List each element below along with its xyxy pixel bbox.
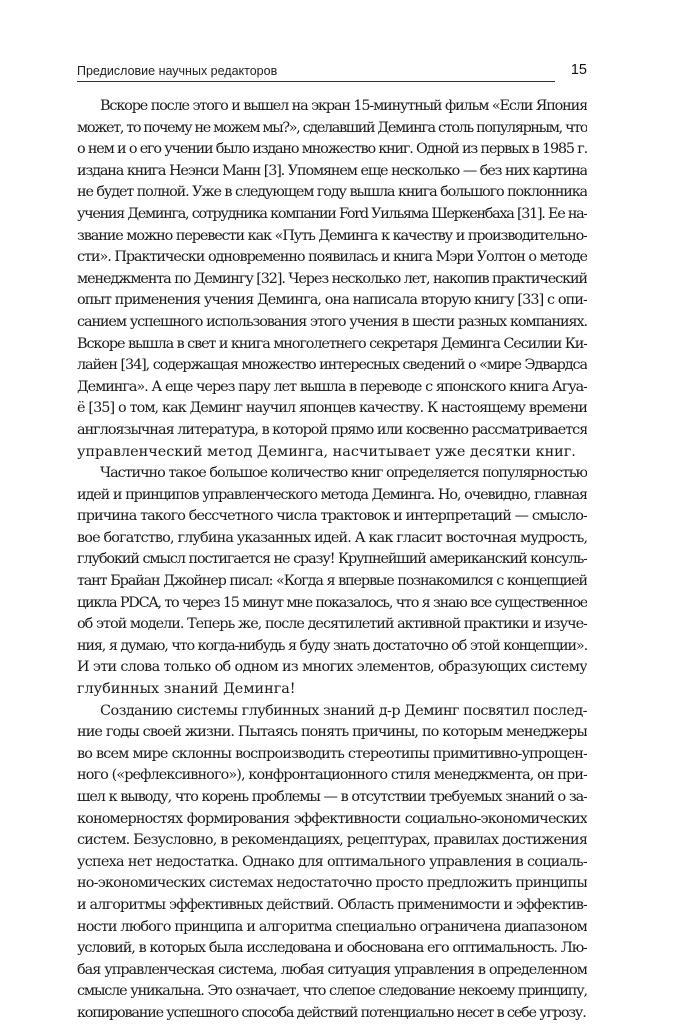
body-text <box>77 96 587 1025</box>
text-line: учения Деминга, сотрудника компании Ford Уильяма Шеркенбаха [31]. Ее на- <box>77 205 587 222</box>
text-line: ного («рефлексивного»), конфронтационного стиля менеджмента, он при- <box>77 767 587 784</box>
text-line: Деминга». А еще через пару лет вышла в переводе с японского книга Агуа- <box>77 378 587 395</box>
text-line: кономерностях формирования эффективности социально-экономических <box>77 810 587 827</box>
text-line: копирование успешного способа действий потенциально несет в себе угрозу. <box>77 1004 586 1021</box>
text-line: шел к выводу, что корень проблемы — в отсутствии требуемых знаний о за- <box>77 789 587 805</box>
text-line: санием успешного использования этого учения в шести разных компаниях. <box>77 313 587 330</box>
text-line: бая управленческая система, любая ситуация управления в определенном <box>77 961 587 978</box>
paragraph <box>77 463 587 701</box>
text-line: о нем и о его учении было издано множество книг. Одной из первых в 1985 г. <box>77 141 587 158</box>
text-line: и алгоритмы эффективных действий. Область применимости и эффектив- <box>77 896 587 913</box>
text-line: издана книга Неэнси Манн [3]. Упомянем еще несколько — без них картина <box>77 162 587 179</box>
text-line: ния, я думаю, что когда-нибудь я буду знать достаточно об этой концепции». <box>77 637 587 654</box>
text-line: сти». Практически одновременно появилась и книга Мэри Уолтон о методе <box>77 249 587 266</box>
text-line: об этой модели. Теперь же, после десятилетий активной практики и изуче- <box>77 616 587 633</box>
text-line: может, то почему не можем мы?», сделавший Деминга столь популярным, что <box>77 119 587 136</box>
text-line: во всем мире склонны воспроизводить стереотипы примитивно-упрощен- <box>77 745 587 762</box>
text-line: звание можно перевести как «Путь Деминга к качеству и производительно- <box>77 227 587 244</box>
paragraph <box>77 701 587 1025</box>
text-line: англоязычная литература, в которой прямо или косвенно рассматривается <box>77 421 587 438</box>
text-line: глубокий смысл постигается не сразу! Крупнейший американский консуль- <box>77 551 587 568</box>
text-line: но-экономических системах недостаточно просто предложить принципы <box>77 875 587 892</box>
text-line: смысле уникальна. Это означает, что слепое следование некоему принципу, <box>77 983 587 1000</box>
text-line: Вскоре после этого и вышел на экран 15-минутный фильм «Если Япония <box>100 98 587 114</box>
text-line: условий, в которых была исследована и обоснована его оптимальность. Лю- <box>77 940 587 957</box>
text-line: менеджмента по Демингу [32]. Через несколько лет, накопив практический <box>77 270 587 287</box>
text-line: опыт применения учения Деминга, она написала вторую книгу [33] с опи- <box>77 292 587 309</box>
running-header <box>77 64 587 84</box>
text-line: лайен [34], содержащая множество интересных сведений о «мире Эдвардса <box>77 357 587 374</box>
text-line: глубинных знаний Деминга! <box>77 681 296 698</box>
text-line: причина такого бессчетного числа трактовок и интерпретаций — смысло- <box>77 508 587 525</box>
text-line: тант Брайан Джойнер писал: «Когда я впервые познакомился с концепцией <box>77 573 587 590</box>
text-line: Частично такое большое количество книг определяется популярностью <box>100 465 587 482</box>
text-line: систем. Безусловно, в рекомендациях, рецептурах, правилах достижения <box>77 832 587 849</box>
text-line: вое богатство, глубина указанных идей. А как гласит восточная мудрость, <box>77 529 587 546</box>
header-rule <box>77 81 555 82</box>
text-line: не будет полной. Уже в следующем году вышла книга большого поклонника <box>77 184 587 201</box>
text-line: ности любого принципа и алгоритма специально ограничена диапазоном <box>77 918 587 935</box>
text-line: И эти слова только об одном из многих элементов, образующих систему <box>77 659 587 676</box>
text-line: цикла PDCA, то через 15 минут мне показалось, что я знаю все существенное <box>77 594 587 611</box>
text-line: Созданию системы глубинных знаний д-р Деминг посвятил послед- <box>100 702 587 719</box>
text-line: идей и принципов управленческого метода Деминга. Но, очевидно, главная <box>77 486 587 503</box>
page-number: 15 <box>570 62 587 78</box>
text-line: Вскоре вышла в свет и книга многолетнего секретаря Деминга Сесилии Ки- <box>77 335 587 352</box>
text-line: успеха нет недостатка. Однако для оптимального управления в социаль- <box>77 853 587 870</box>
paragraph <box>77 96 587 463</box>
running-header-title: Предисловие научных редакторов <box>77 64 278 78</box>
text-line: управленческий метод Деминга, насчитывает уже десятки книг. <box>77 443 576 460</box>
text-line: ё [35] о том, как Деминг научил японцев качеству. К настоящему времени <box>77 400 587 417</box>
text-line: ние годы своей жизни. Пытаясь понять причины, по которым менеджеры <box>77 724 587 741</box>
